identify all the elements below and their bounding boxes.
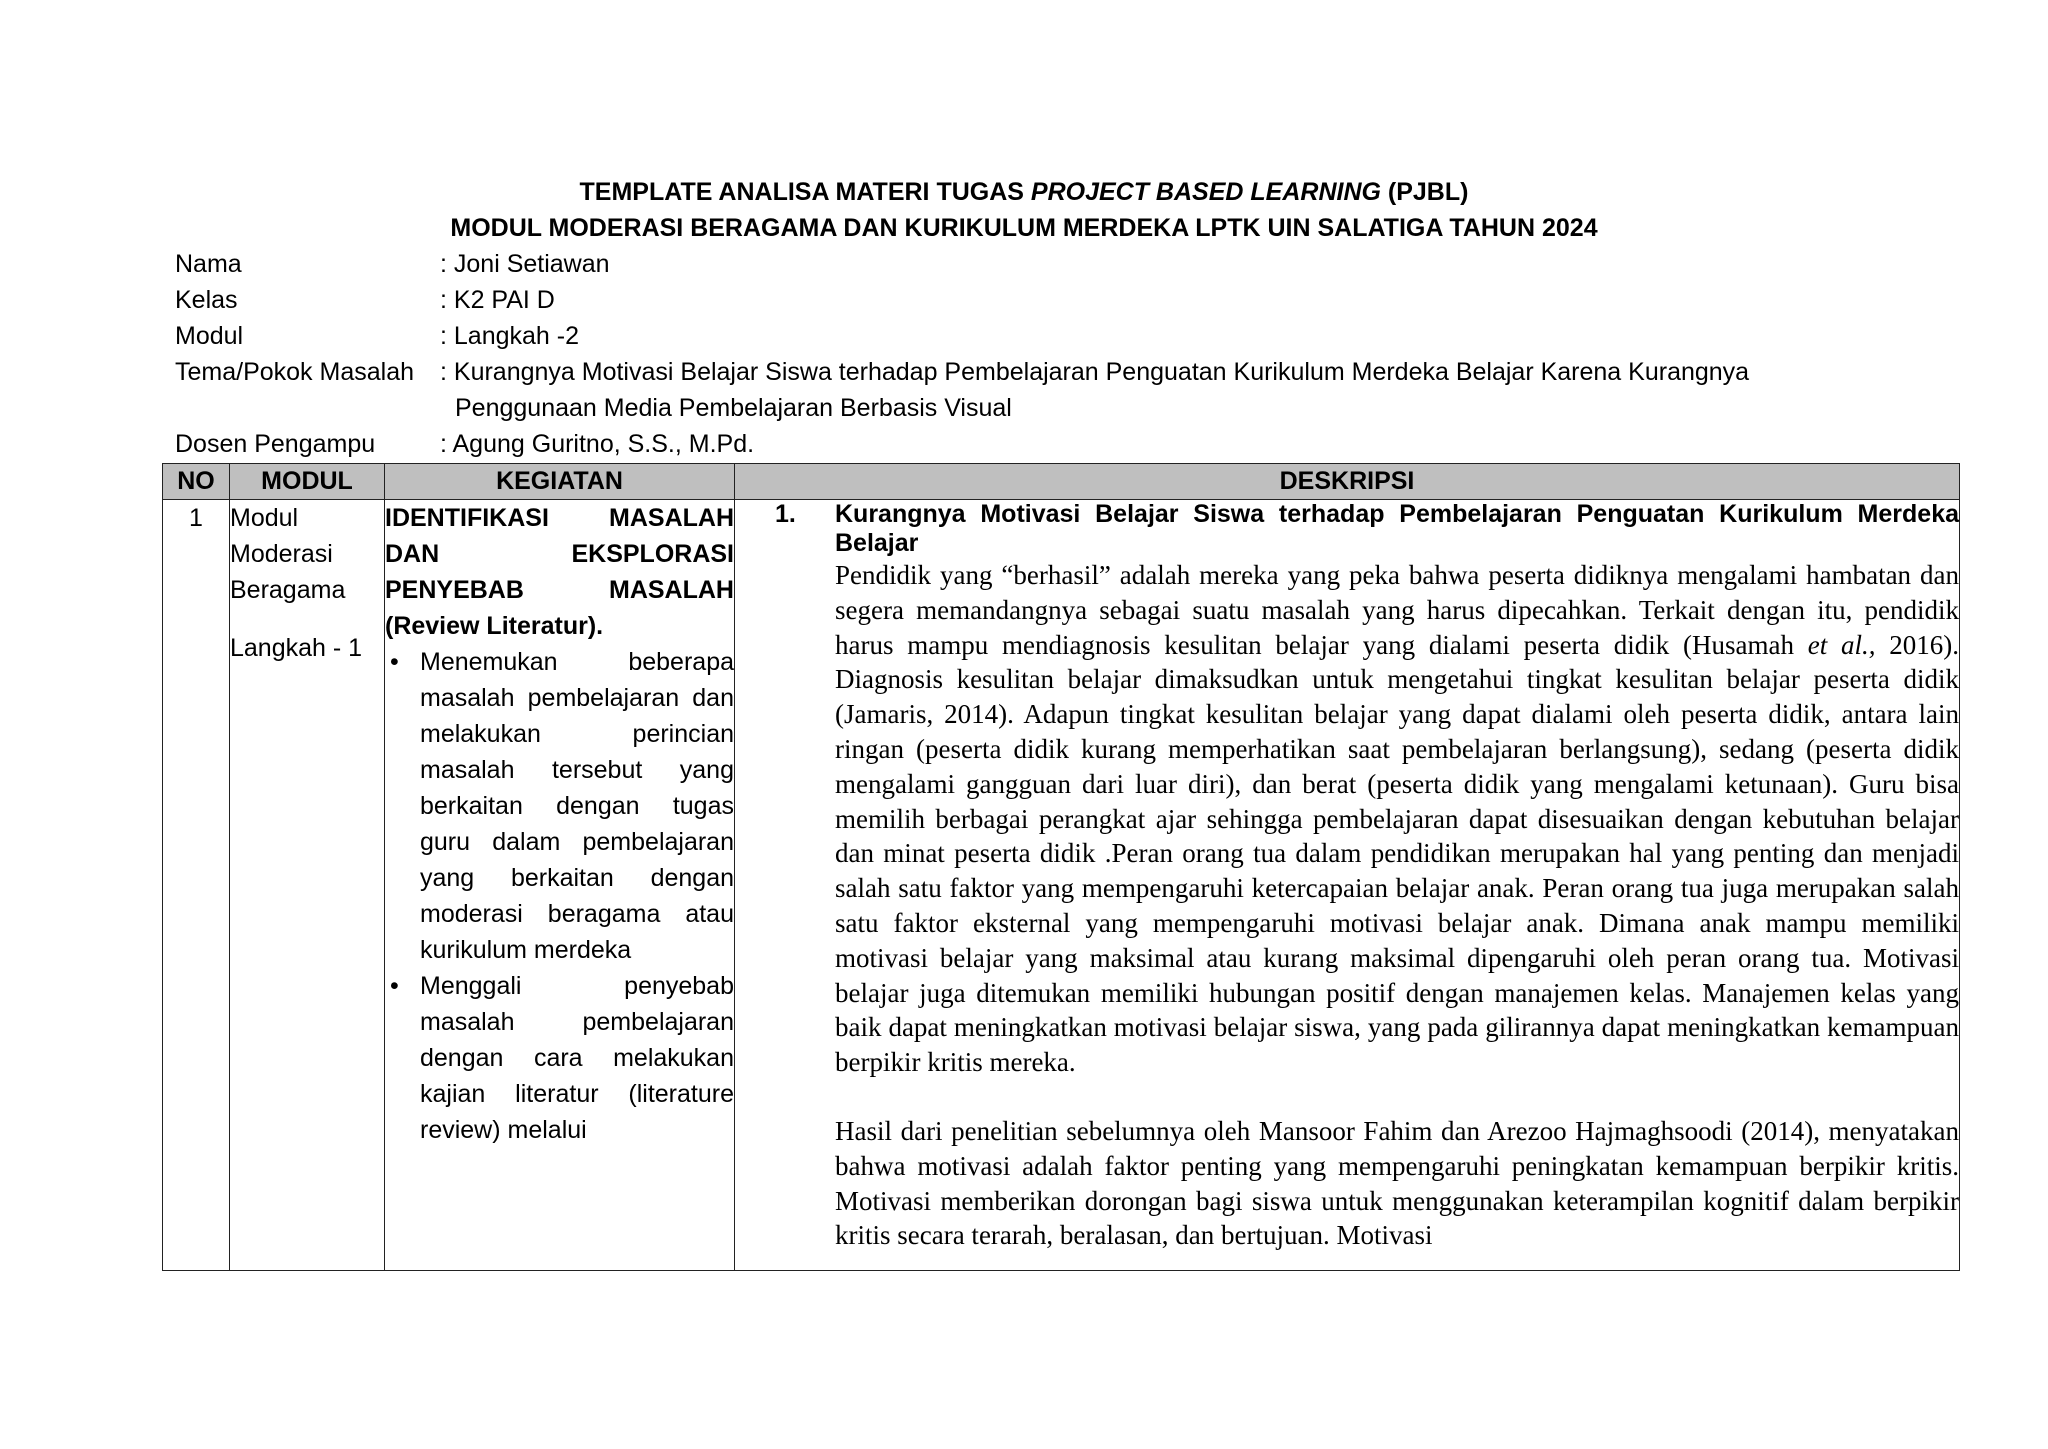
header-deskripsi: DESKRIPSI: [735, 464, 1960, 500]
document-title-line-1: TEMPLATE ANALISA MATERI TUGAS PROJECT BASED LEARNING (PJBL): [579, 178, 1469, 206]
tema-label: Tema/Pokok Masalah: [175, 358, 415, 386]
list-item: • Menemukan beberapa masalah pembelajaran dan melakukan perincian masalah tersebut yang berkaitan dengan tugas guru dalam pembelajaran yang berkaitan dengan moderasi beragama atau kurikulum merdeka: [420, 644, 734, 968]
list-item: • Menggali penyebab masalah pembelajaran dengan cara melakukan kajian literatur (literature review) melalui: [420, 968, 734, 1148]
nama-value: : Joni Setiawan: [440, 250, 610, 278]
kelas-label: Kelas: [175, 286, 238, 314]
table-row: [163, 500, 1960, 1271]
deskripsi-paragraph-2: Hasil dari penelitian sebelumnya oleh Mansoor Fahim dan Arezoo Hajmaghsoodi (2014), menyatakan bahwa motivasi adalah faktor penting yang mempengaruhi peningkatan kemampuan berpikir kritis. Motivasi memberikan dorongan bagi siswa untuk menggunakan keterampilan kognitif dalam berpikir kritis secara terarah, beralasan, dan bertujuan. Motivasi: [835, 1115, 1959, 1251]
tema-value-line-2: Penggunaan Media Pembelajaran Berbasis Visual: [455, 394, 1012, 422]
tema-value-line-1: : Kurangnya Motivasi Belajar Siswa terhadap Pembelajaran Penguatan Kurikulum Merdeka Belajar Karena Kurangnya: [440, 358, 1750, 386]
deskripsi-heading-text: Kurangnya Motivasi Belajar Siswa terhadap Pembelajaran Penguatan Kurikulum Merdeka Belajar: [835, 500, 1959, 557]
deskripsi-paragraph-1: Pendidik yang “berhasil” adalah mereka yang peka bahwa peserta didiknya mengalami hambatan dan segera memandangnya sebagai suatu masalah yang harus dipecahkan. Terkait dengan itu, pendidik harus mampu mendiagnosis kesulitan belajar yang dialami peserta didik (Husamah et al., 2016). Diagnosis kesulitan belajar dimaksudkan untuk mengetahui tingkat kesulitan belajar peserta didik (Jamaris, 2014). Adapun tingkat kesulitan belajar yang dapat dialami oleh peserta didik, antara lain ringan (peserta didik kurang memperhatikan saat pembelajaran berlangsung), sedang (peserta didik mengalami gangguan dari luar diri), dan berat (peserta didik yang mengalami ketunaan). Guru bisa memilih berbagai perangkat ajar sehingga pembelajaran dapat disesuaikan dengan kebutuhan belajar dan minat peserta didik .Peran orang tua dalam pendidikan merupakan hal yang penting dan menjadi salah satu faktor yang mempengaruhi ketercapaian belajar anak. Peran orang tua juga merupakan salah satu faktor eksternal yang mempengaruhi motivasi belajar anak. Dimana anak mampu memiliki motivasi belajar yang maksimal atau kurang maksimal dipengaruhi oleh peran orang tua. Motivasi belajar juga ditemukan memiliki hubungan positif dengan manajemen kelas. Manajemen kelas yang baik dapat meningkatkan motivasi belajar siswa, yang pada gilirannya dapat meningkatkan kemampuan berpikir kritis mereka.: [835, 560, 1959, 1078]
cell-modul: [230, 500, 385, 1271]
analysis-table: [162, 463, 1960, 1271]
cell-no: 1: [163, 500, 230, 1271]
deskripsi-number: 1.: [775, 500, 796, 528]
nama-label: Nama: [175, 250, 242, 278]
cell-deskripsi: [735, 500, 1960, 1271]
deskripsi-body: [835, 558, 1959, 1253]
kegiatan-heading: IDENTIFIKASI MASALAH DAN EKSPLORASI PENYEBAB MASALAH (Review Literatur).: [385, 504, 734, 640]
title-italic-text: PROJECT BASED LEARNING: [1030, 178, 1381, 206]
document-title-line-2: MODUL MODERASI BERAGAMA DAN KURIKULUM MERDEKA LPTK UIN SALATIGA TAHUN 2024: [450, 214, 1598, 242]
modul-name: Modul Moderasi Beragama: [230, 504, 346, 604]
kegiatan-list: [385, 644, 734, 1148]
cell-kegiatan: [385, 500, 735, 1271]
deskripsi-heading: [735, 500, 1959, 558]
table-header-row: [163, 464, 1960, 500]
header-kegiatan: KEGIATAN: [385, 464, 735, 500]
dosen-label: Dosen Pengampu: [175, 430, 376, 458]
modul-label: Modul: [175, 322, 244, 350]
modul-value: : Langkah -2: [440, 322, 579, 350]
header-no: NO: [163, 464, 230, 500]
kelas-value: : K2 PAI D: [440, 286, 555, 314]
modul-step: Langkah - 1: [230, 634, 363, 662]
header-modul: MODUL: [230, 464, 385, 500]
dosen-value: : Agung Guritno, S.S., M.Pd.: [440, 430, 755, 458]
